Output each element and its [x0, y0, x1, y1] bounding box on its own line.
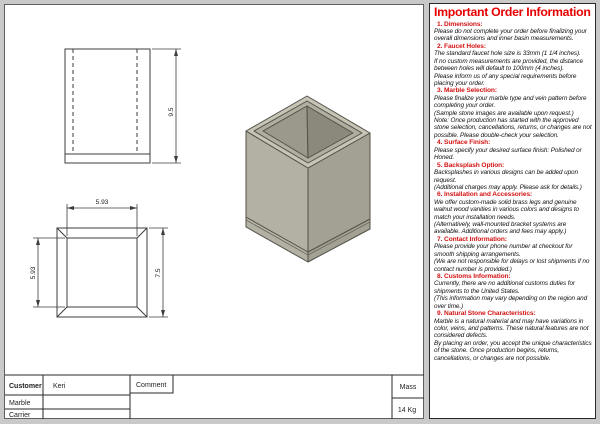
- mass-value: 14 Kg: [397, 407, 417, 414]
- info-sections: [434, 21, 592, 363]
- section-header: 6. Installation and Accessories:: [437, 191, 533, 199]
- section-header: 3. Marble Selection:: [437, 87, 497, 95]
- section-header: 4. Surface Finish:: [437, 139, 491, 147]
- title-block: [5, 375, 424, 419]
- section-paragraph: Backsplashes in various designs can be added upon request.: [434, 169, 578, 184]
- customer-value: Keri: [53, 383, 66, 390]
- section-paragraph: The standard faucet hole size is 33mm (1 1/4 inches).: [434, 50, 581, 58]
- section-paragraph: Please do not complete your order before finalizing your overall dimensions and inner basin measurements.: [434, 28, 587, 43]
- section-paragraph: (Alternatively, wall-mounted bracket systems are available. Additional orders and fees may apply.): [434, 221, 567, 236]
- comment-label: Comment: [136, 382, 167, 389]
- section-paragraph: (Additional charges may apply. Please ask for details.): [434, 183, 582, 191]
- top-view: [57, 228, 147, 317]
- section-header: 2. Faucet Holes:: [437, 42, 486, 50]
- front-view-dimension: [152, 49, 181, 163]
- section-header: 8. Customs Information:: [437, 272, 511, 280]
- marble-label: Marble: [9, 400, 31, 407]
- drawing-sheet: [4, 4, 424, 419]
- section-paragraph: (This information may vary depending on the region and over time.): [434, 295, 588, 310]
- section-paragraph: (Sample stone images are available upon request.): [434, 109, 574, 117]
- section-paragraph: Please provide your phone number at checkout for smooth shipping arrangements.: [434, 243, 573, 258]
- top-view-dimensions: [33, 204, 168, 317]
- section-paragraph: Note: Once production has started with the approved stone selection, cancellations, returns, or changes are not possible. Please double-check your selection.: [434, 117, 592, 139]
- section-header: 9. Natural Stone Characteristics:: [437, 310, 536, 318]
- dim-top-outer-height: 7.5: [155, 268, 162, 278]
- front-view: [65, 49, 150, 163]
- vase-3d-render: [246, 96, 370, 262]
- section-paragraph: Currently, there are no additional customs duties for shipments to the United States.: [434, 280, 575, 295]
- section-paragraph: Please specify your desired surface finish: Polished or Honed.: [434, 146, 582, 162]
- carrier-label: Carrier: [9, 412, 31, 419]
- section-paragraph: By placing an order, you accept the unique characteristics of the stone. Once production begins, returns, cancellations, or changes are not possible.: [434, 339, 592, 362]
- order-info-title: Important Order Information: [434, 5, 591, 19]
- section-header: 5. Backsplash Option:: [437, 161, 505, 169]
- section-paragraph: Marble is a natural material and may have variations in color, veins, and patterns. These natural features are not considered defects.: [434, 317, 589, 340]
- section-header: 1. Dimensions:: [437, 20, 483, 28]
- section-paragraph: (We are not responsible for delays or lost shipments if no contact number is provided.): [434, 258, 590, 273]
- order-info-panel: [429, 3, 596, 419]
- dim-top-inner-width: 5.93: [95, 199, 109, 206]
- section-paragraph: Please inform us of any special requirements before placing your order.: [434, 72, 577, 87]
- dim-top-inner-height: 5.93: [30, 266, 37, 280]
- customer-label: Customer: [9, 383, 42, 390]
- section-paragraph: Please finalize your marble type and vein pattern before completing your order.: [434, 94, 587, 110]
- cad-drawing: [5, 5, 425, 420]
- section-paragraph: We offer custom-made solid brass legs and genuine walnut wood vanities in various colors and designs to match your installation needs.: [434, 198, 579, 221]
- section-header: 7. Contact Information:: [437, 235, 507, 243]
- section-paragraph: If no custom measurements are provided, the distance between holes will default to 100mm (4 inches).: [434, 57, 583, 73]
- dim-front-height: 9.5: [168, 107, 175, 117]
- mass-label: Mass: [399, 384, 417, 391]
